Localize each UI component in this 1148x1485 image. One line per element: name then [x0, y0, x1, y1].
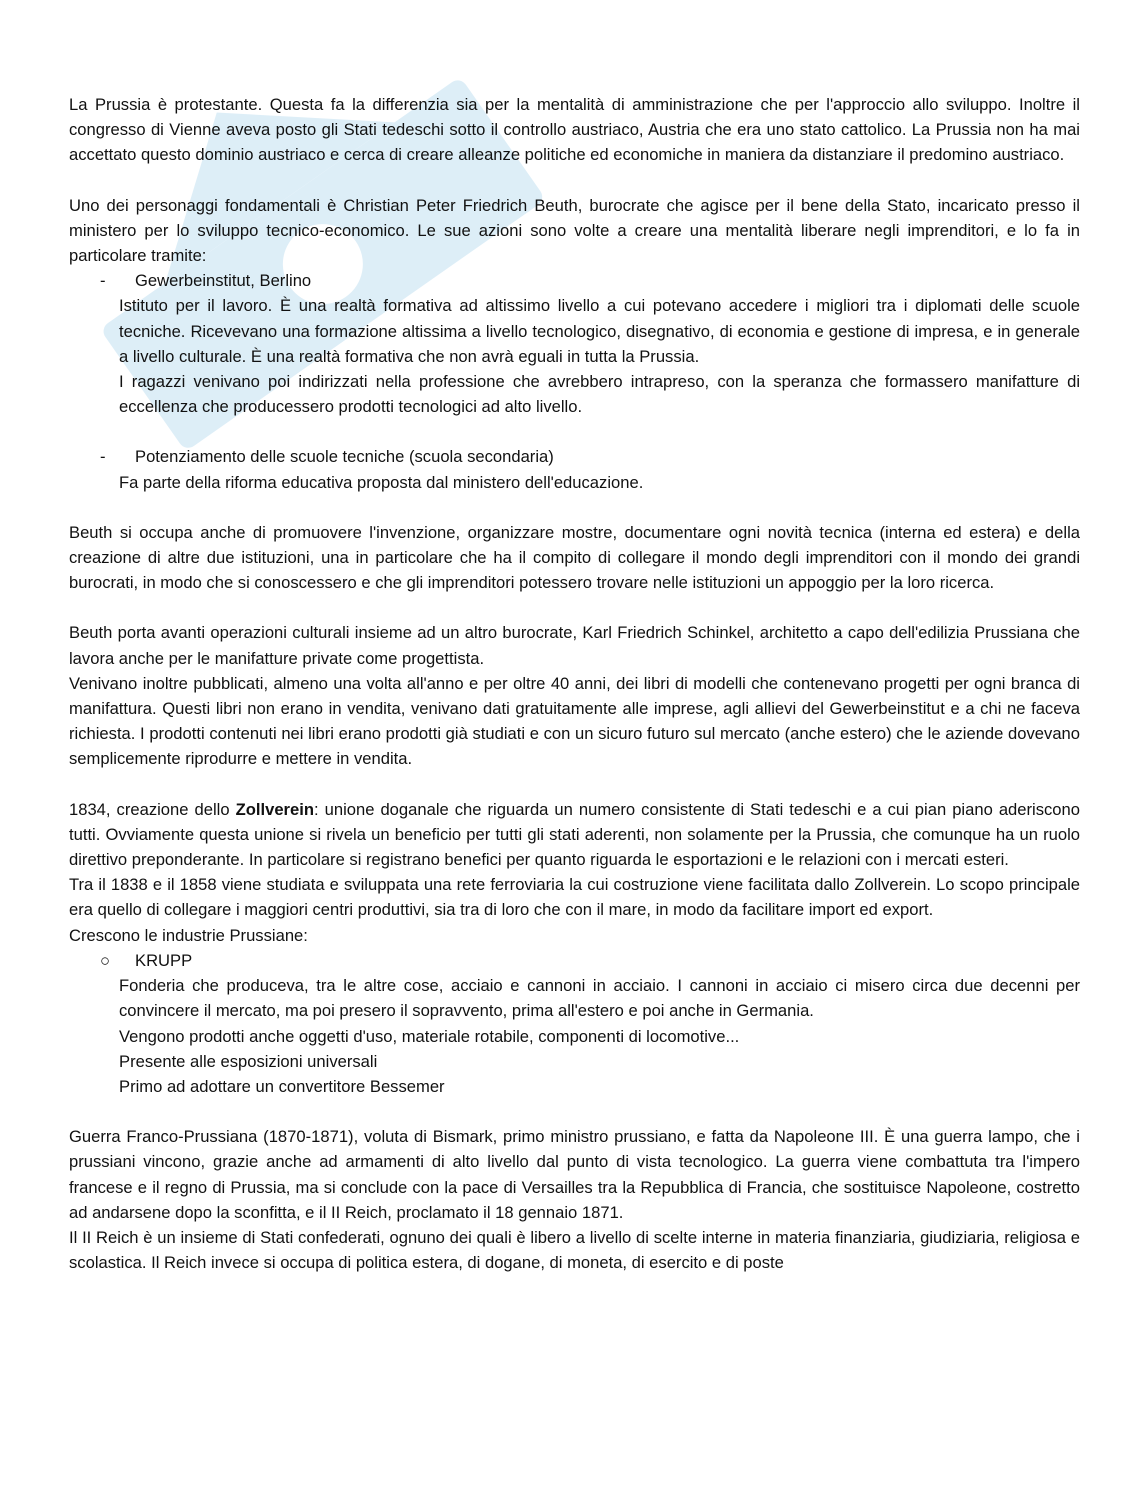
list-item-title: Gewerbeinstitut, Berlino	[135, 271, 312, 291]
paragraph-libri-modelli: Venivano inoltre pubblicati, almeno una volta all'anno e per oltre 40 anni, dei libri di modelli che contenevano progetti per ogni branca di manifattura. Questi libri non erano in vendita, venivano dati gratuitamente alle imprese, agli allievi del Gewerbeinstitut e a chi ne faceva richiesta. I prodotti contenuti nei libri erano prodotti già studiati e con un sicuro futuro sul mercato (anche estero) che le aziende dovevano semplicemente riprodurre e mettere in vendita.	[69, 673, 1080, 769]
bullet-circle: ○	[100, 950, 111, 970]
zollverein-post: : unione doganale che riguarda un numero consistente di Stati tedeschi e a cui pian piano aderiscono tutti. Ovviamente questa unione si rivela un beneficio per tutti gli stati aderenti, non solamente per la Prussia, che comunque ha un ruolo direttivo preponderante. In particolare si registrano benefici per quanto riguarda le esportazioni e le relazioni con i mercati esteri.	[69, 799, 1080, 870]
paragraph-ii-reich: Il II Reich è un insieme di Stati confederati, ognuno dei quali è libero a livello di scelte interne in materia finanziaria, giudiziaria, religiosa e scolastica. Il Reich invece si occupa di politica estera, di dogane, di moneta, di esercito e di poste	[69, 1227, 1080, 1273]
list-item-text: Fonderia che produceva, tra le altre cose, acciaio e cannoni in acciaio. I cannoni in acciaio ci misero circa due decenni per convincere il mercato, ma poi presero il sopravvento, prima all'estero e poi anche in Germania.	[119, 976, 1080, 1021]
paragraph-schinkel: Beuth porta avanti operazioni culturali insieme ad un altro burocrate, Karl Friedrich Schinkel, architetto a capo dell'edilizia Prussiana che lavora anche per le manifatture private come progettista.	[69, 623, 1080, 668]
bullet-dash: -	[100, 271, 106, 291]
document-page	[69, 92, 1080, 1275]
bullet-dash: -	[100, 447, 106, 467]
list-item-title: KRUPP	[135, 950, 193, 970]
paragraph-ferrovia: Tra il 1838 e il 1858 viene studiata e sviluppata una rete ferroviaria la cui costruzione viene facilitata dallo Zollverein. Lo scopo principale era quello di collegare i maggiori centri produttivi, sia tra di loro che con il mare, in modo da facilitare import ed export.	[69, 875, 1080, 920]
paragraph-beuth: Uno dei personaggi fondamentali è Christian Peter Friedrich Beuth, burocrate che agisce per il bene della Stato, incaricato presso il ministero per lo sviluppo tecnico-economico. Le sue azioni sono volte a creare una mentalità liberare negli imprenditori, e lo fa in particolare tramite:	[69, 195, 1080, 266]
paragraph-prussia-protestante: La Prussia è protestante. Questa fa la differenzia sia per la mentalità di amministrazione che per l'approccio allo sviluppo. Inoltre il congresso di Vienne aveva posto gli Stati tedeschi sotto il controllo austriaco, Austria che era uno stato cattolico. La Prussia non ha mai accettato questo dominio austriaco e cerca di creare alleanze politiche ed economiche in maniera da distanziare il predomino austriaco.	[69, 95, 1080, 165]
list-item-text: Vengono prodotti anche oggetti d'uso, materiale rotabile, componenti di locomotive...	[119, 1026, 740, 1046]
list-item	[69, 444, 1080, 469]
zollverein-pre: 1834, creazione dello	[69, 799, 236, 819]
paragraph-zollverein	[69, 797, 1080, 873]
list-item-text: Primo ad adottare un convertitore Bessemer	[119, 1076, 445, 1096]
list-item-title: Potenziamento delle scuole tecniche (scuola secondaria)	[135, 447, 554, 467]
list-item-text: Presente alle esposizioni universali	[119, 1051, 378, 1071]
list-item-body	[69, 293, 1080, 419]
list-item-text: Fa parte della riforma educativa proposta dal ministero dell'educazione.	[119, 472, 644, 492]
list-item	[69, 268, 1080, 293]
paragraph-guerra-franco-prussiana: Guerra Franco-Prussiana (1870-1871), voluta di Bismark, primo ministro prussiano, e fatta da Napoleone III. È una guerra lampo, che i prussiani vincono, grazie anche ad armamenti di alto livello dal punto di vista tecnologico. La guerra viene combattuta tra l'impero francese e il regno di Prussia, ma si conclude con la pace di Versailles tra la Repubblica di Francia, che sostituisce Napoleone, costretto ad andarsene dopo la sconfitta, e il II Reich, proclamato il 18 gennaio 1871.	[69, 1127, 1080, 1222]
paragraph-beuth-invenzione: Beuth si occupa anche di promuovere l'invenzione, organizzare mostre, documentare ogni novità tecnica (interna ed estera) e della creazione di altre due istituzioni, una in particolare che ha il compito di collegare il mondo degli imprenditori con il mondo dei grandi burocrati, in modo che si conoscessero e che gli imprenditori potessero trovare nelle istituzioni un appoggio per la loro ricerca.	[69, 522, 1080, 593]
paragraph-industrie: Crescono le industrie Prussiane:	[69, 925, 308, 945]
zollverein-bold: Zollverein	[235, 799, 314, 819]
list-item-text: Istituto per il lavoro. È una realtà formativa ad altissimo livello a cui potevano accedere i migliori tra i diplomati delle scuole tecniche. Ricevevano una formazione altissima a livello tecnologico, disegnativo, di economia e gestione di impresa, e in generale a livello culturale. È una realtà formativa che non avrà eguali in tutta la Prussia.	[119, 296, 1080, 366]
list-item-text: I ragazzi venivano poi indirizzati nella professione che avrebbero intrapreso, con la speranza che formassero manifatture di eccellenza che producessero prodotti tecnologici ad alto livello.	[119, 372, 1080, 417]
list-item-body	[69, 470, 1080, 495]
list-item	[69, 948, 1080, 973]
list-item-body	[69, 973, 1080, 1099]
